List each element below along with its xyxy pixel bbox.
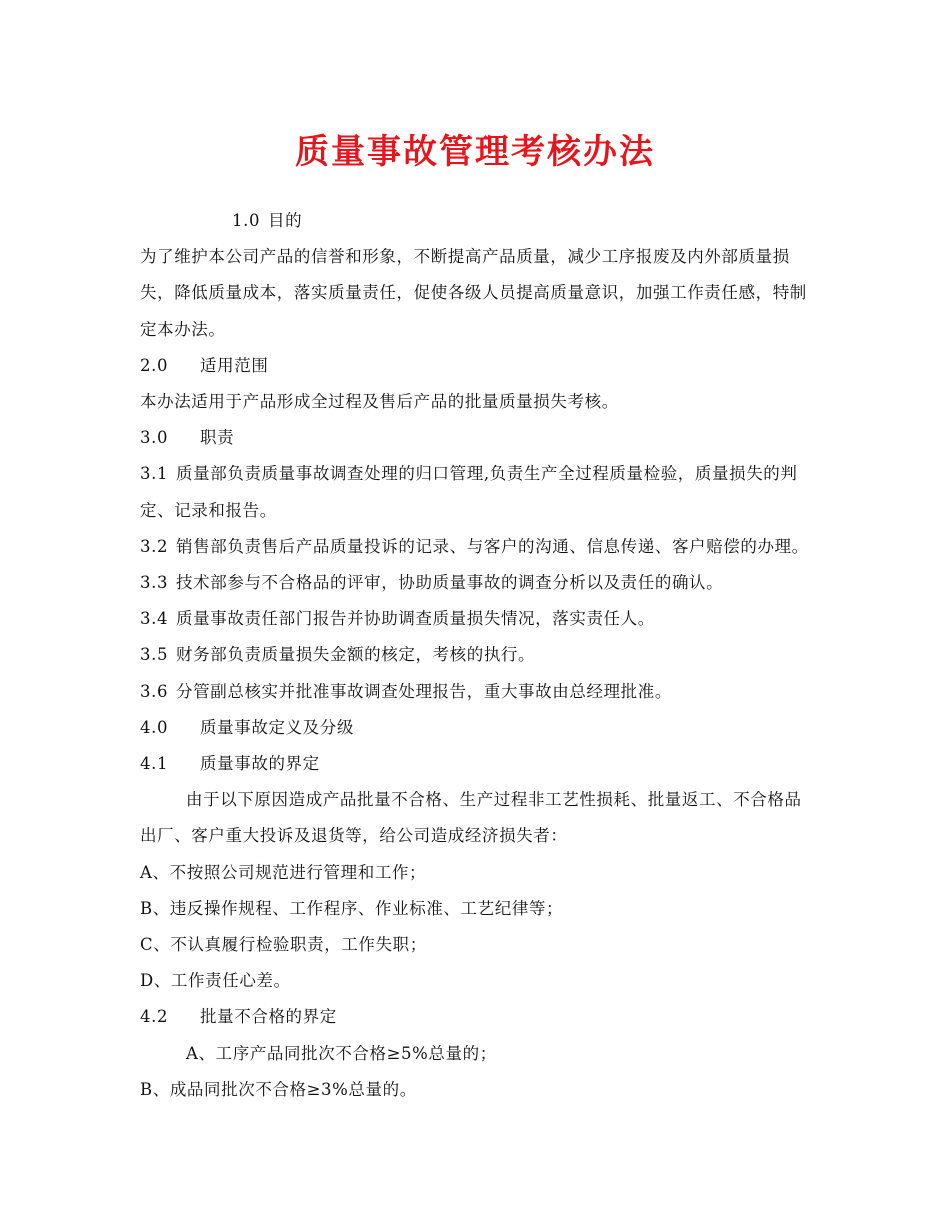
paragraph <box>140 710 812 746</box>
paragraph <box>140 674 812 710</box>
paragraph-text: C、不认真履行检验职责，工作失职； <box>140 935 427 955</box>
section-number: 3.4 <box>140 609 169 629</box>
paragraph <box>140 529 812 565</box>
document-title: 质量事故管理考核办法 <box>295 132 655 172</box>
paragraph <box>140 963 812 999</box>
paragraph <box>140 637 812 673</box>
paragraph-text: 技术部参与不合格品的评审，协助质量事故的调查分析以及责任的确认。 <box>176 573 724 593</box>
section-number: 4.1 <box>140 754 169 774</box>
paragraph <box>140 565 812 601</box>
paragraph <box>140 927 812 963</box>
section-number: 3.2 <box>140 536 169 556</box>
paragraph-text: 为了维护本公司产品的信誉和形象，不断提高产品质量，减少工序报废及内外部质量损失，降低质量成本，落实质量责任，促使各级人员提高质量意识，加强工作责任感，特制定本办法。 <box>140 247 807 339</box>
paragraph <box>140 999 812 1035</box>
paragraph-text: A、不按照公司规范进行管理和工作； <box>140 862 427 882</box>
section-number: 2.0 <box>140 355 169 375</box>
paragraph-text: 质量事故定义及分级 <box>200 717 354 737</box>
paragraph <box>140 203 812 239</box>
paragraph <box>140 891 812 927</box>
paragraph-text: 目的 <box>268 211 303 230</box>
paragraph-text: D、工作责任心差。 <box>140 971 291 991</box>
paragraph-text: B、违反操作规程、工作程序、作业标准、工艺纪律等； <box>140 898 564 918</box>
section-number: 3.3 <box>140 573 169 593</box>
paragraph <box>140 384 812 420</box>
paragraph-text: 批量不合格的界定 <box>200 1007 337 1027</box>
paragraph-text: 质量事故责任部门报告并协助调查质量损失情况，落实责任人。 <box>176 609 655 629</box>
section-number: 4.2 <box>140 1007 169 1027</box>
paragraph <box>140 1072 812 1108</box>
section-number: 3.5 <box>140 645 169 665</box>
paragraph-text: 质量部负责质量事故调查处理的归口管理,负责生产全过程质量检验，质量损失的判定、记录和报告。 <box>140 464 798 520</box>
paragraph-text: A、工序产品同批次不合格≥5%总量的； <box>186 1043 497 1063</box>
paragraph-text: 质量事故的界定 <box>200 754 320 774</box>
paragraph-text: 分管副总核实并批准事故调查处理报告，重大事故由总经理批准。 <box>176 681 672 701</box>
paragraph-text: 由于以下原因造成产品批量不合格、生产过程非工艺性损耗、批量返工、不合格品出厂、客户重大投诉及退货等，给公司造成经济损失者： <box>140 790 802 846</box>
paragraph <box>140 601 812 637</box>
section-number: 3.6 <box>140 681 169 701</box>
paragraph-text: 销售部负责售后产品质量投诉的记录、与客户的沟通、信息传递、客户赔偿的办理。 <box>176 536 809 556</box>
paragraph-text: 财务部负责质量损失金额的核定，考核的执行。 <box>176 645 536 665</box>
paragraph-text: B、成品同批次不合格≥3%总量的。 <box>140 1079 417 1099</box>
paragraph <box>140 782 812 854</box>
paragraph <box>140 239 812 348</box>
paragraph-text: 适用范围 <box>200 355 269 375</box>
document-body <box>140 203 812 1108</box>
paragraph <box>140 855 812 891</box>
paragraph <box>140 420 812 456</box>
section-number: 1.0 <box>232 211 261 230</box>
section-number: 4.0 <box>140 717 169 737</box>
paragraph <box>140 456 812 528</box>
paragraph <box>140 746 812 782</box>
paragraph <box>140 1036 812 1072</box>
section-number: 3.1 <box>140 464 169 484</box>
paragraph-text: 职责 <box>200 428 235 448</box>
section-number: 3.0 <box>140 428 169 448</box>
paragraph-text: 本办法适用于产品形成全过程及售后产品的批量质量损失考核。 <box>140 392 619 412</box>
paragraph <box>140 348 812 384</box>
